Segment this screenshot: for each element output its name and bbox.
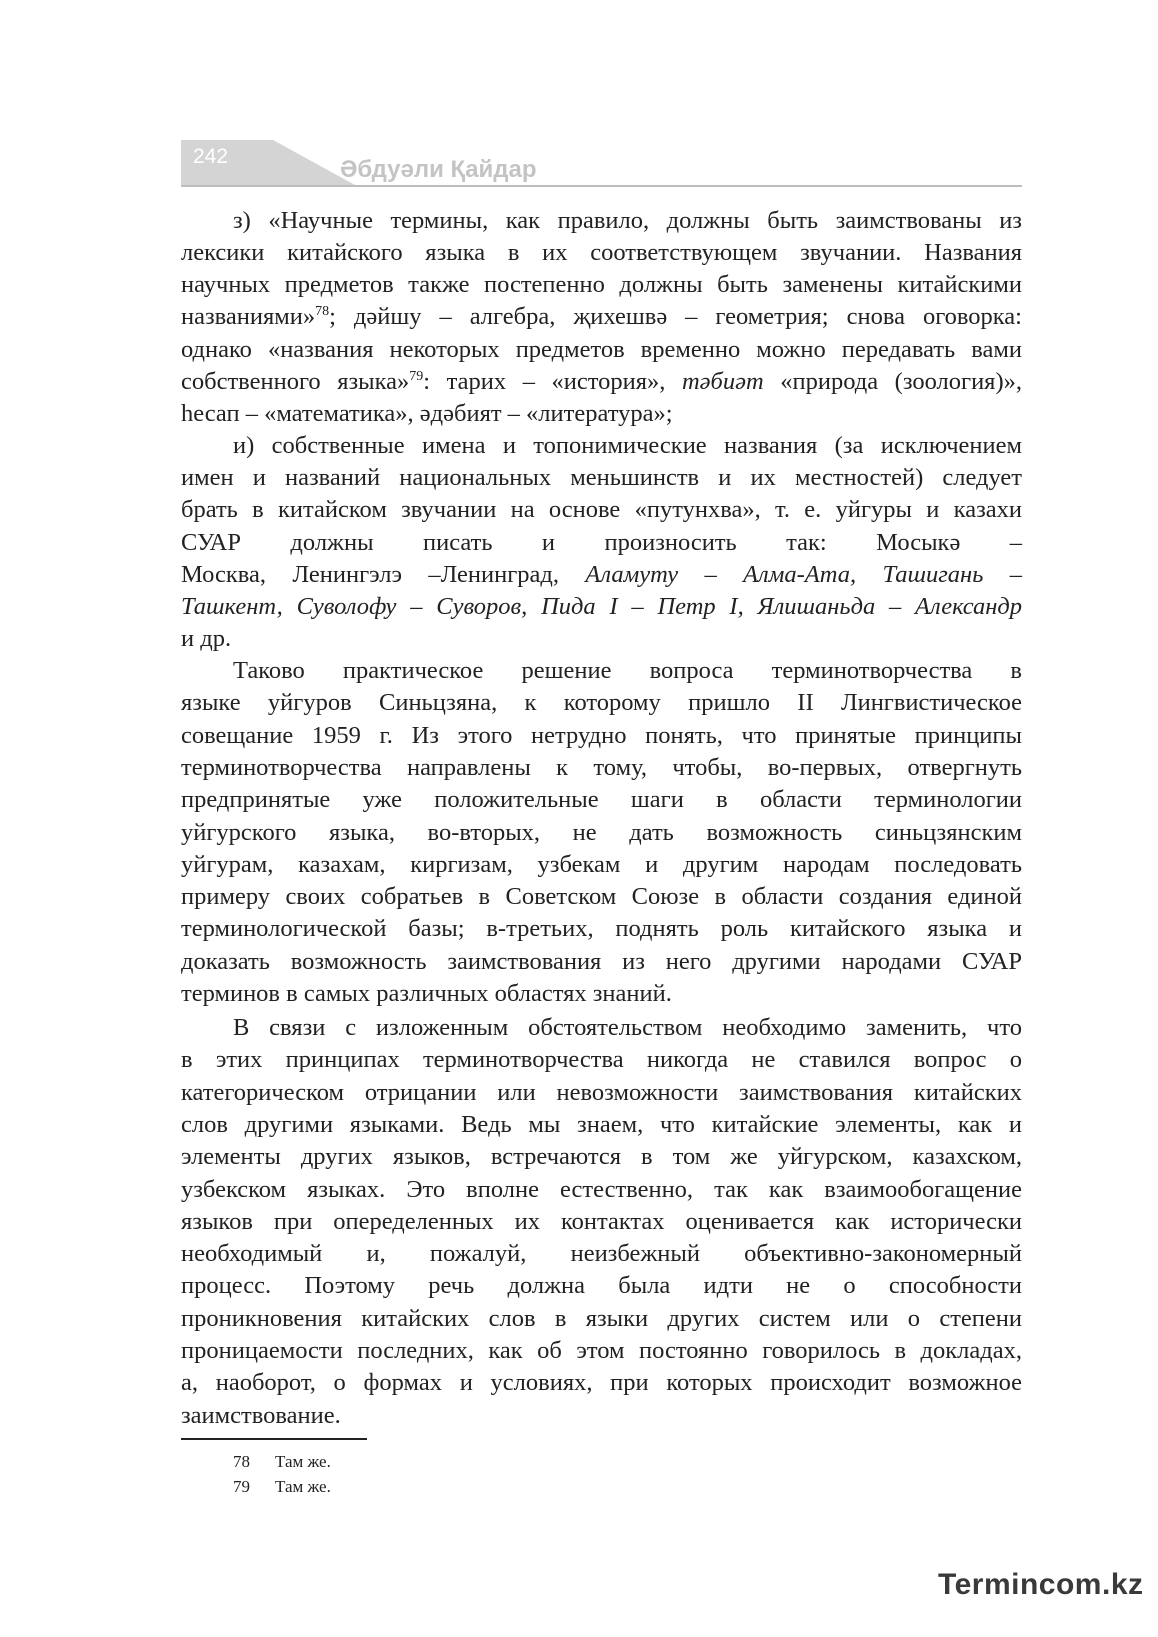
paragraph-4-line-9: процесс. Поэтому речь должна была идти не о способности <box>181 1272 1022 1300</box>
paragraph-item-i-line-4: СУАР должны писать и произносить так: Мосыкә – <box>181 529 1023 556</box>
paragraph-item-i-line-7: и др. <box>181 625 232 652</box>
paragraph-4-line-5: элементы других языков, встречаются в том же уйгурском, казахском, <box>181 1143 1022 1171</box>
paragraph-item-i-line-2: имен и названий национальных меньшинств и их местностей) следует <box>181 464 1022 491</box>
paragraph-3-line-10: доказать возможность заимствования из него другими народами СУАР <box>181 947 1022 975</box>
paragraph-3-line-1: Таково практическое решение вопроса терминотворчества в <box>233 657 1022 684</box>
footnote-ref-78: 78 <box>315 304 330 319</box>
running-header-author: Әбдуәли Қайдар <box>340 156 537 183</box>
paragraph-3-line-9: терминологической базы; в-третьих, поднять роль китайского языка и <box>181 915 1022 943</box>
paragraph-4-line-11: проницаемости последних, как об этом постоянно говорилось в докладах, <box>181 1337 1022 1364</box>
header-rule <box>181 185 1022 187</box>
paragraph-item-z-line-4: названиями»$^{78}$; дәйшу – алгебра, җихешвә – геометрия; снова оговорка: <box>181 303 1022 330</box>
footnote-rule <box>181 1438 367 1440</box>
paragraph-3-line-11: терминов в самых различных областях знаний. <box>181 980 672 1007</box>
paragraph-3-line-4: терминотворчества направлены к тому, чтобы, во-первых, отвергнуть <box>181 753 1022 781</box>
paragraph-3-line-2: языке уйгуров Синьцзяна, к которому пришло II Лингвистическое <box>181 689 1022 717</box>
paragraph-3-line-3: совещание 1959 г. Из этого нетрудно понять, что принятые принципы <box>181 721 1022 749</box>
page-number: 242 <box>193 145 229 168</box>
paragraph-item-z-line-7: һесап – «математика», әдәбият – «литература»; <box>181 400 673 427</box>
paragraph-4-line-10: проникновения китайских слов в языки других систем или о степени <box>181 1304 1022 1332</box>
paragraph-3-line-6: уйгурского языка, во-вторых, не дать возможность синьцзянским <box>181 818 1022 846</box>
footnote-78: 78 Там же. <box>233 1452 331 1471</box>
paragraph-item-z-line-6: собственного языка»$^{79}$: тарих – «история», тәбиәт «природа (зоология)», <box>181 368 1022 395</box>
paragraph-item-z-line-2: лексики китайского языка в их соответствующем звучании. Названия <box>181 239 1022 266</box>
footnote-79: 79 Там же. <box>233 1477 331 1496</box>
paragraph-3-line-7: уйгурам, казахам, киргизам, узбекам и другим народам последовать <box>181 850 1022 878</box>
paragraph-3-line-5: предпринятые уже положительные шаги в области терминологии <box>181 786 1022 814</box>
paragraph-4-line-2: в этих принципах терминотворчества никогда не ставился вопрос о <box>181 1046 1022 1074</box>
paragraph-item-i-line-1: и) собственные имена и топонимические названия (за исключением <box>233 432 1022 459</box>
paragraph-4-line-1: В связи с изложенным обстоятельством необходимо заменить, что <box>233 1014 1022 1041</box>
paragraph-item-i-line-5: Москва, Ленингэлэ –Ленинград, Аламуту – Алма-Ата, Ташигань – <box>181 561 1022 588</box>
paragraph-item-z-line-5: однако «названия некоторых предметов временно можно передавать вами <box>181 336 1022 363</box>
paragraph-item-i-line-6: Ташкент, Суволофу – Суворов, Пида I – Петр I, Ялишаньда – Александр <box>181 593 1022 620</box>
paragraph-item-i-line-3: брать в китайском звучании на основе «путунхва», т. е. уйгуры и казахи <box>181 496 1022 523</box>
paragraph-4-line-13: заимствование. <box>181 1401 341 1429</box>
paragraph-4-line-7: языков при опеределенных их контактах оценивается как исторически <box>181 1207 1022 1235</box>
paragraph-3-line-8: примеру своих собратьев в Советском Союзе в области создания единой <box>181 883 1022 911</box>
footnote-ref-79: 79 <box>409 369 424 384</box>
paragraph-4-line-3: категорическом отрицании или невозможности заимствования китайских <box>181 1078 1022 1106</box>
paragraph-4-line-4: слов другими языками. Ведь мы знаем, что китайские элементы, как и <box>181 1110 1022 1138</box>
termincom-watermark-logo: Termincom.kz <box>938 1568 1144 1601</box>
paragraph-item-z-line-3: научных предметов также постепенно должны быть заменены китайскими <box>181 271 1022 298</box>
paragraph-item-z-line-1: з) «Научные термины, как правило, должны быть заимствованы из <box>233 207 1022 234</box>
paragraph-4-line-12: а, наоборот, о формах и условиях, при которых происходит возможное <box>181 1369 1022 1397</box>
paragraph-4-line-8: необходимый и, пожалуй, неизбежный объективно-закономерный <box>181 1240 1022 1268</box>
paragraph-4-line-6: узбекском языках. Это вполне естественно, так как взаимообогащение <box>181 1175 1022 1203</box>
